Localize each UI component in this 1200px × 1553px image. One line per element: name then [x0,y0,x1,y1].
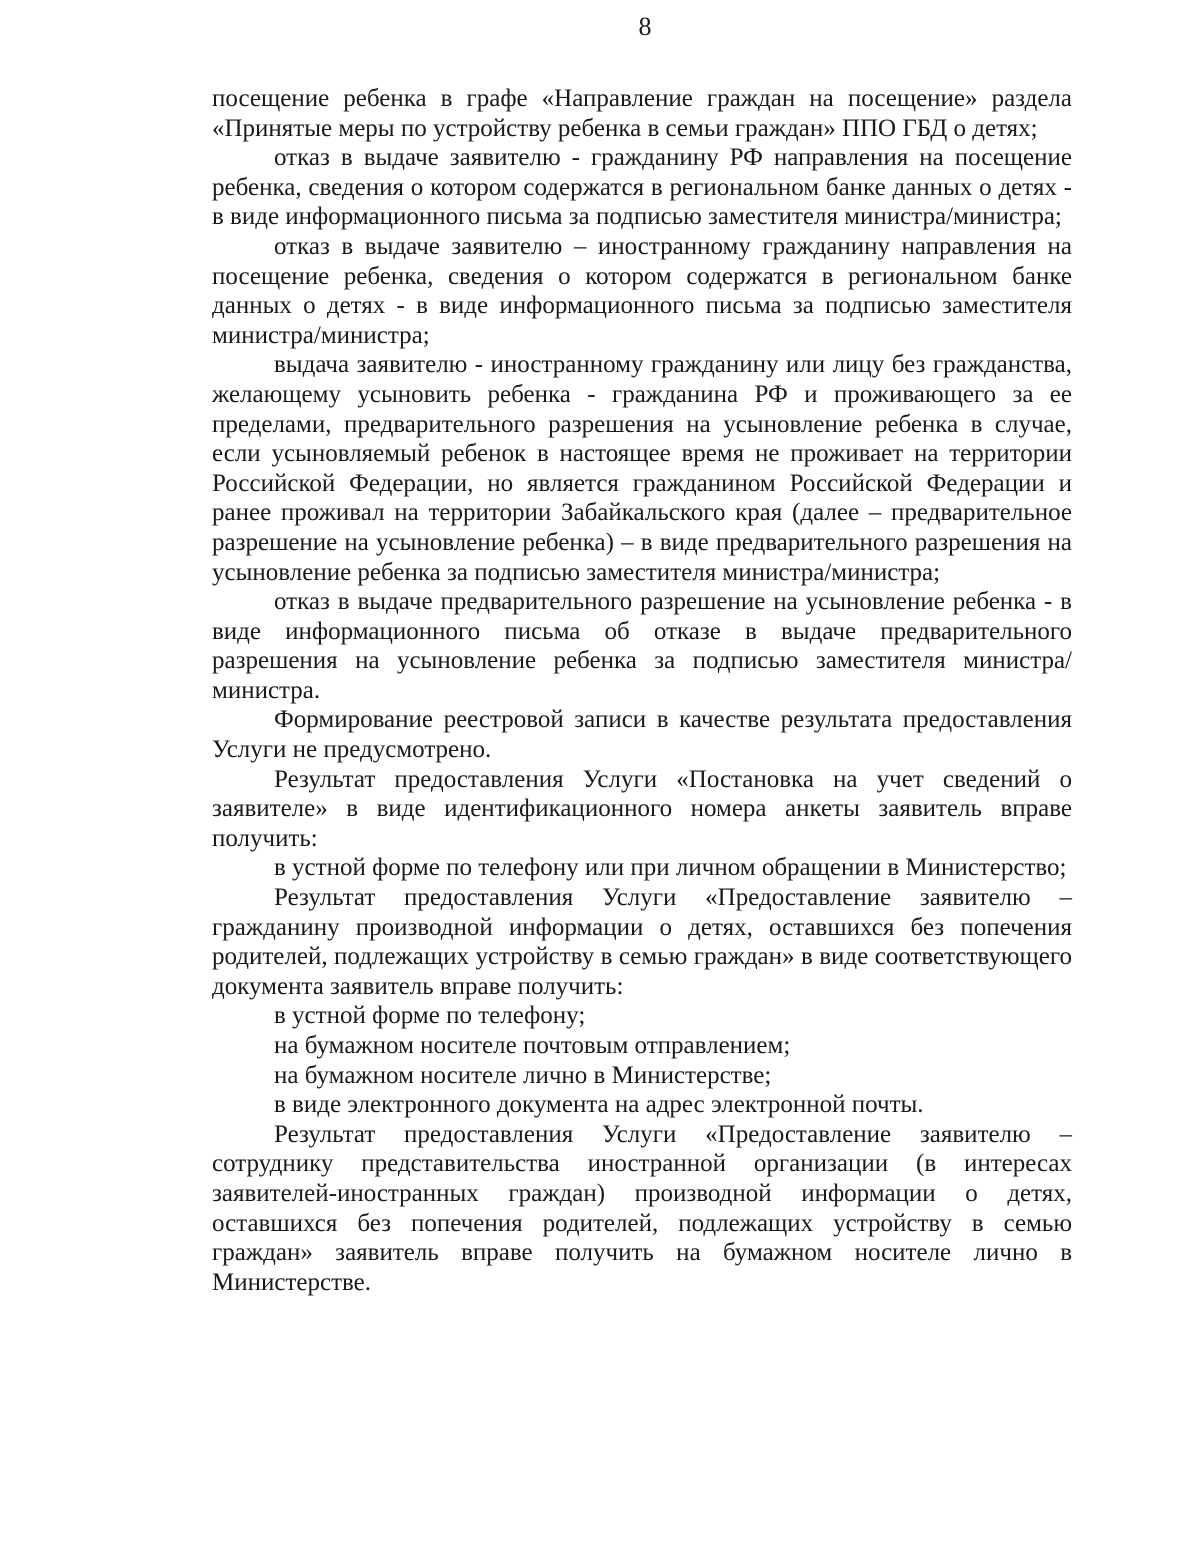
list-item-mail: на бумажном носителе почтовым отправлением; [274,1032,791,1059]
paragraph-preliminary-permission: выдача заявителю - иностранному гражданину или лицу без гражданства, желающему усыновить ребенка - гражданина РФ и проживающего за ее пределами, предварительного разрешения на усыновление ребенка в случае, если усыновляемый ребенок в настоящее время не проживает на территории Российской Федерации, но является гражданином Российской Федерации и ранее проживал на территории Забайкальского края (далее – предварительное разрешение на усыновление ребенка) – в виде предварительного разрешения на усыновление ребенка за подписью заместителя министра/министра; [212,351,1072,586]
paragraph-refusal-foreigner: отказ в выдаче заявителю – иностранному гражданину направления на посещение ребенка, сведения о котором содержатся в региональном банке данных о детях - в виде информационного письма за подписью заместителя министра/министра; [212,232,1072,349]
list-item-in-person: на бумажном носителе лично в Министерстве; [274,1061,772,1089]
list-item-phone: в устной форме по телефону; [274,1002,586,1030]
paragraph-refusal-citizen: отказ в выдаче заявителю - гражданину РФ направления на посещение ребенка, сведения о котором содержатся в региональном банке данных о детях - в виде информационного письма за подписью заместителя министра/министра; [212,144,1072,231]
document-body [212,84,1072,1297]
paragraph-foreign-org-result: Результат предоставления Услуги «Предоставление заявителю – сотруднику представительства иностранной организации (в интересах заявителей-иностранных граждан) производной информации о детях, оставшихся без попечения родителей, подлежащих устройству в семью граждан» заявитель вправе получить на бумажном носителе лично в Министерстве. [212,1120,1072,1296]
page-number: 8 [638,12,652,41]
paragraph-oral-form: в устной форме по телефону или при личном обращении в Министерство; [274,854,1067,882]
paragraph-registration-result: Результат предоставления Услуги «Постановка на учет сведений о заявителе» в виде идентификационного номера анкеты заявитель вправе получить: [212,765,1072,852]
paragraph-registry-record: Формирование реестровой записи в качестве результата предоставления Услуги не предусмотрено. [212,706,1072,764]
list-item-email: в виде электронного документа на адрес электронной почты. [274,1091,924,1119]
paragraph-citizen-info-result: Результат предоставления Услуги «Предоставление заявителю – гражданину производной информации о детях, оставшихся без попечения родителей, подлежащих устройству в семью граждан» в виде соответствующего документа заявитель вправе получить: [212,884,1072,1000]
paragraph-refusal-permission: отказ в выдаче предварительного разрешение на усыновление ребенка - в виде информационного письма об отказе в выдаче предварительного разрешения на усыновление ребенка за подписью заместителя министра/министра. [212,588,1072,704]
paragraph-visit-record: посещение ребенка в графе «Направление граждан на посещение» раздела «Принятые меры по устройству ребенка в семьи граждан» ППО ГБД о детях; [212,85,1072,142]
